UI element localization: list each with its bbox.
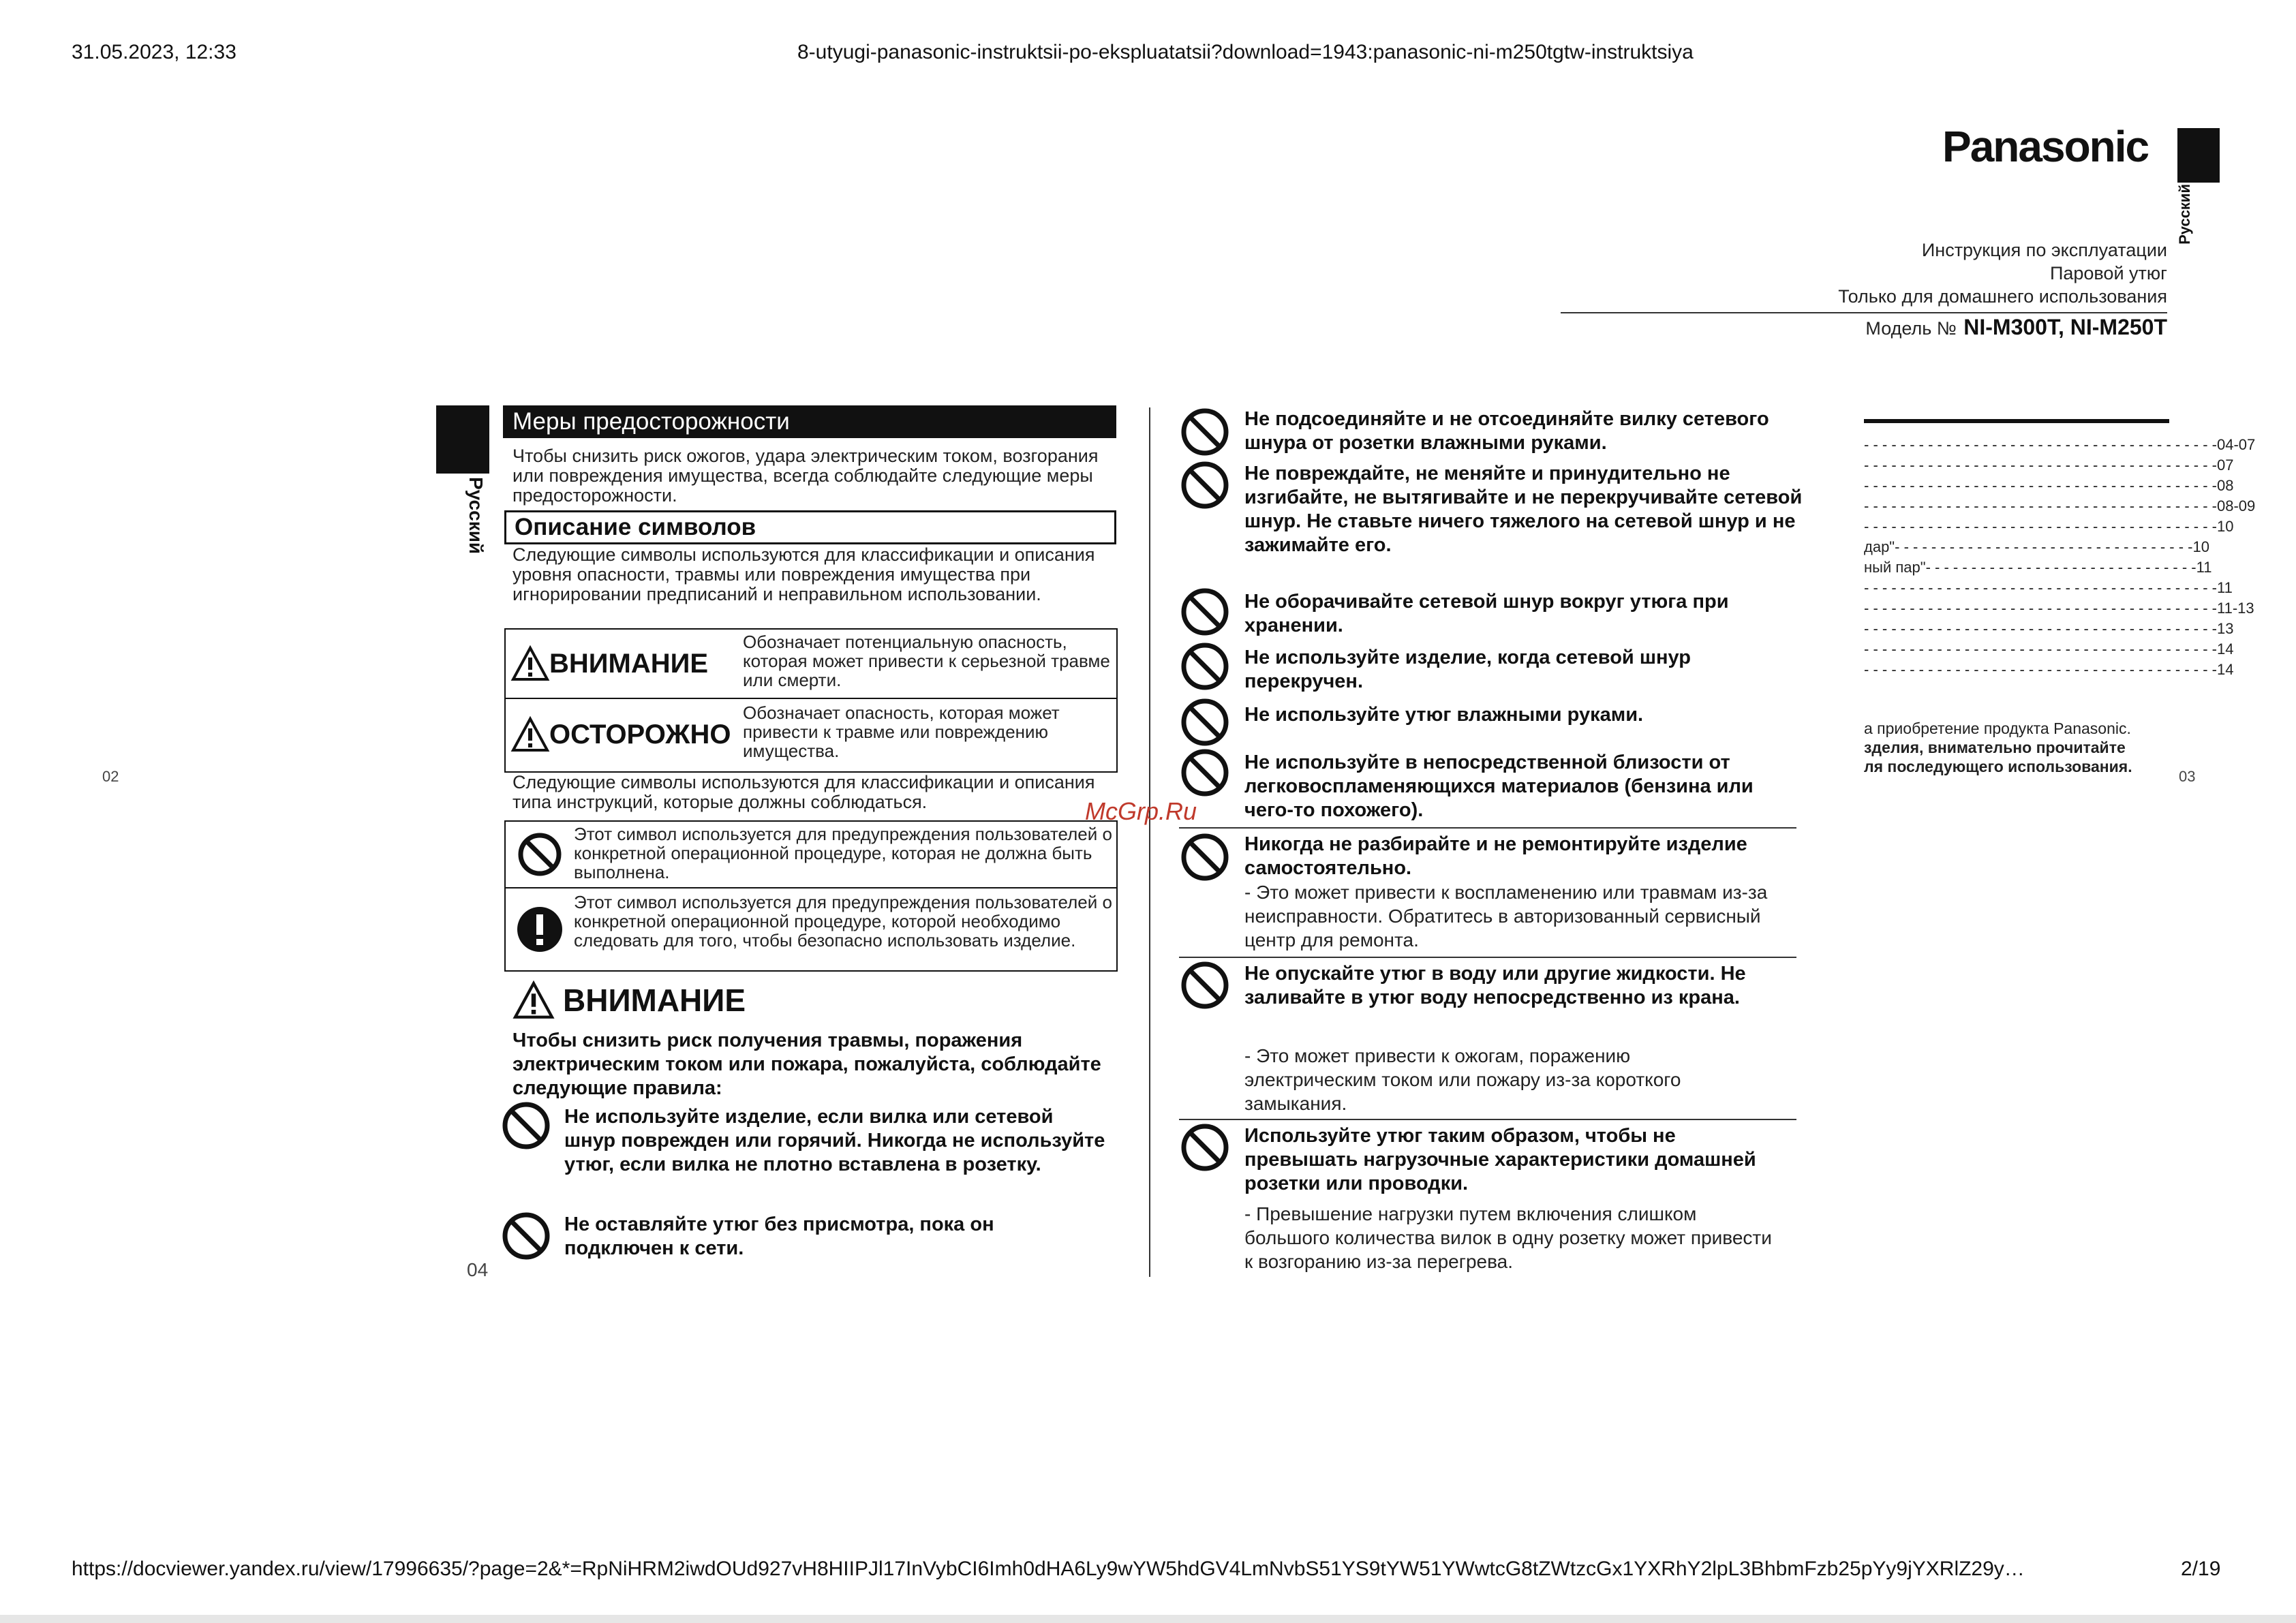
cover-lang-tab	[2177, 128, 2220, 183]
cover-line-manual: Инструкция по эксплуатации	[1921, 240, 2167, 260]
types-text: Следующие символы используются для классификации и описания типа инструкций, которые должны соблюдаться.	[512, 772, 1095, 812]
toc-page: 14	[2217, 661, 2234, 678]
r7-note: - Это может привести к воспламенению или травмам из-за неисправности. Обратитесь в авторизованный сервисный центр для ремонта.	[1244, 882, 1768, 950]
mandatory-icon	[516, 906, 564, 953]
print-doc-title: 8-utyugi-panasonic-instruktsii-po-ekspluatatsii?download=1943:panasonic-ni-m250tgtw-instruktsiya	[797, 41, 1694, 63]
toc-prefix: дар"	[1864, 538, 1895, 555]
prohibit-icon	[502, 1101, 551, 1150]
thanks-line-3: ля последующего использования.	[1864, 758, 2132, 775]
prohibit-icon	[1180, 698, 1229, 747]
r8-text: Не опускайте утюг в воду или другие жидкости. Не заливайте в утюг воду непосредственно из крана.	[1244, 963, 1746, 1008]
toc-page: 07	[2217, 457, 2234, 474]
prohibit-icon	[1180, 461, 1229, 510]
prohibit-icon	[1180, 833, 1229, 882]
panasonic-logo: Panasonic	[1942, 122, 2149, 171]
toc-row: - - - - - - - - - - - - - - - - - - - - - - - - - - - - - - - - - - - - - - - 10	[1864, 518, 2169, 538]
model-label: Модель №	[1865, 318, 1957, 339]
r3-text: Не оборачивайте сетевой шнур вокруг утюга при хранении.	[1244, 591, 1729, 636]
left-lang-label: Русский	[465, 477, 487, 555]
caution-desc: Обозначает опасность, которая может привести к травме или повреждению имущества.	[743, 702, 1060, 761]
print-page-counter: 2/19	[2181, 1558, 2221, 1580]
model-line	[1704, 315, 2167, 340]
toc-row: ный пар" - - - - - - - - - - - - - - - - - - - - - - - - - - - - - - 11	[1864, 559, 2169, 579]
r3-icon-wrap	[1180, 587, 1229, 640]
warning-label	[506, 630, 743, 698]
separator	[1179, 957, 1796, 958]
warning-heading-text: ВНИМАНИЕ	[563, 983, 746, 1018]
toc-page: 08	[2217, 477, 2234, 494]
r2-icon-wrap	[1180, 461, 1229, 513]
r7-icon-wrap	[1180, 833, 1229, 885]
toc-row: - - - - - - - - - - - - - - - - - - - - - - - - - - - - - - - - - - - - - - - 07	[1864, 457, 2169, 477]
r1-text: Не подсоединяйте и не отсоединяйте вилку сетевого шнура от розетки влажными руками.	[1244, 408, 1769, 454]
prohibit-icon	[1180, 407, 1229, 457]
r9-note: - Превышение нагрузки путем включения слишком большого количества вилок в одну розетку может привести к возгоранию из-за перегрева.	[1244, 1203, 1772, 1272]
prohibit-icon	[517, 832, 562, 877]
r9-icon-wrap	[1180, 1123, 1229, 1175]
prohibit-icon	[1180, 748, 1229, 797]
toc-page: 11-13	[2217, 600, 2254, 617]
warning-word: ВНИМАНИЕ	[549, 648, 709, 679]
toc-thanks	[1864, 719, 2171, 776]
warning-heading	[512, 981, 746, 1019]
toc-row: - - - - - - - - - - - - - - - - - - - - - - - - - - - - - - - - - - - - - - - 11	[1864, 579, 2169, 600]
separator	[1179, 827, 1796, 829]
toc-row: - - - - - - - - - - - - - - - - - - - - - - - - - - - - - - - - - - - - - - - 08	[1864, 477, 2169, 497]
warning-triangle-icon	[511, 646, 549, 681]
toc-page: 10	[2217, 518, 2234, 535]
intro-text: Чтобы снизить риск ожогов, удара электрическим током, возгорания или повреждения имущества, всегда соблюдайте следующие меры предосторожности.	[512, 446, 1099, 506]
thanks-line-1: а приобретение продукта Panasonic.	[1864, 720, 2131, 737]
toc-prefix: ный пар"	[1864, 559, 1926, 576]
mandatory-row	[506, 888, 1116, 970]
toc-row: - - - - - - - - - - - - - - - - - - - - - - - - - - - - - - - - - - - - - - - 14	[1864, 661, 2169, 681]
page-number-04: 04	[467, 1259, 489, 1280]
viewer-bottom-strip	[0, 1615, 2296, 1623]
caution-row	[506, 699, 1116, 770]
warning-heading-icon	[512, 981, 555, 1019]
symbols-title: Описание символов	[504, 510, 1116, 544]
r1-icon-wrap	[1180, 407, 1229, 460]
toc-page: 14	[2217, 640, 2234, 658]
cover-line-product: Паровой утюг	[2049, 263, 2167, 283]
toc-page: 04-07	[2217, 436, 2256, 453]
cover-line-home-use: Только для домашнего использования	[1838, 286, 2167, 307]
page-number-02: 02	[102, 768, 119, 785]
item2-text: Не оставляйте утюг без присмотра, пока он подключен к сети.	[564, 1214, 994, 1259]
mandatory-desc: Этот символ используется для предупреждения пользователей о конкретной операционной процедуре, которой необходимо следовать для того, чтобы безопасно использовать изделие.	[574, 892, 1112, 950]
toc-page: 10	[2192, 538, 2209, 555]
toc-top-rule	[1864, 419, 2169, 423]
r8-note: - Это может привести к ожогам, поражению электрическим током или пожару из-за короткого замыкания.	[1244, 1045, 1681, 1114]
prohibit-icon	[1180, 587, 1229, 636]
model-value: NI-M300T, NI-M250T	[1963, 315, 2167, 339]
toc-row: - - - - - - - - - - - - - - - - - - - - - - - - - - - - - - - - - - - - - - - 13	[1864, 620, 2169, 640]
toc-row: - - - - - - - - - - - - - - - - - - - - - - - - - - - - - - - - - - - - - - - 04-07	[1864, 436, 2169, 457]
toc-row: - - - - - - - - - - - - - - - - - - - - - - - - - - - - - - - - - - - - - - - 11-13	[1864, 600, 2169, 620]
r8-icon-wrap	[1180, 961, 1229, 1013]
separator	[1179, 1119, 1796, 1120]
prohibit-icon	[1180, 642, 1229, 691]
toc-list	[1864, 436, 2256, 681]
prohibit-icon	[1180, 1123, 1229, 1172]
caution-triangle-icon	[511, 717, 549, 752]
caution-label	[506, 699, 743, 770]
toc-page: 08-09	[2217, 497, 2256, 514]
print-datetime: 31.05.2023, 12:33	[72, 41, 236, 63]
prohibit-icon	[502, 1211, 551, 1261]
toc-page: 11	[2196, 559, 2212, 576]
print-url: https://docviewer.yandex.ru/view/17996635/?page=2&*=RpNiHRM2iwdOUd927vH8HIIPJl17InVybCI6Imh0dHA6Ly9wYW5hdGV4LmNvbS51YS9tYW51YWwtcG8tZWtzcGx1YXRhY2lpL3BhbmFzb25pYy9jYXRlZ29y…	[72, 1558, 2025, 1580]
caution-word: ОСТОРОЖНО	[549, 719, 731, 749]
cover-lang-label: Русский	[2176, 184, 2193, 245]
r4-icon-wrap	[1180, 642, 1229, 694]
warning-intro: Чтобы снизить риск получения травмы, поражения электрическим током или пожара, пожалуйста, соблюдайте следующие правила:	[512, 1030, 1101, 1099]
item2-icon-wrap	[502, 1211, 551, 1264]
r6-icon-wrap	[1180, 748, 1229, 801]
symbols-text: Следующие символы используются для классификации и описания уровня опасности, травмы или повреждения имущества при игнорировании предписаний и неправильном использовании.	[512, 544, 1095, 604]
r4-text: Не используйте изделие, когда сетевой шнур перекручен.	[1244, 647, 1691, 692]
r7-text: Никогда не разбирайте и не ремонтируйте изделие самостоятельно.	[1244, 833, 1747, 879]
r6-text: Не используйте в непосредственной близости от легковоспламеняющихся материалов (бензина или чего-то похожего).	[1244, 752, 1754, 821]
prohibit-icon	[1180, 961, 1229, 1010]
left-lang-tab	[436, 405, 489, 474]
watermark: McGrp.Ru	[1085, 797, 1197, 825]
r9-text: Используйте утюг таким образом, чтобы не превышать нагрузочные характеристики домашней розетки или проводки.	[1244, 1125, 1756, 1194]
toc-row: - - - - - - - - - - - - - - - - - - - - - - - - - - - - - - - - - - - - - - - 14	[1864, 640, 2169, 661]
mandatory-cell	[506, 888, 574, 970]
warning-row	[506, 630, 1116, 699]
prohibit-cell	[506, 822, 574, 887]
page-number-03: 03	[2179, 768, 2196, 785]
toc-row: дар" - - - - - - - - - - - - - - - - - - - - - - - - - - - - - - - - - 10	[1864, 538, 2169, 559]
section-title: Меры предосторожности	[503, 405, 1116, 438]
severity-table	[504, 628, 1118, 773]
cover-divider	[1561, 312, 2167, 313]
prohibit-row	[506, 822, 1116, 888]
cover-lines	[1704, 238, 2167, 308]
column-divider	[1149, 407, 1150, 1277]
symbols-table	[504, 820, 1118, 972]
toc-row: - - - - - - - - - - - - - - - - - - - - - - - - - - - - - - - - - - - - - - - 08-09	[1864, 497, 2169, 518]
toc-page: 11	[2217, 579, 2233, 596]
toc-page: 13	[2217, 620, 2234, 637]
thanks-line-2: зделия, внимательно прочитайте	[1864, 739, 2126, 756]
item1-icon-wrap	[502, 1101, 551, 1154]
r2-text: Не повреждайте, не меняйте и принудительно не изгибайте, не вытягивайте и не перекручивайте сетевой шнур. Не ставьте ничего тяжелого на сетевой шнур и не зажимайте его.	[1244, 463, 1803, 556]
item1-text: Не используйте изделие, если вилка или сетевой шнур поврежден или горячий. Никогда не используйте утюг, если вилка не плотно вставлена в розетку.	[564, 1106, 1105, 1175]
r5-text: Не используйте утюг влажными руками.	[1244, 704, 1644, 726]
warning-desc: Обозначает потенциальную опасность, которая может привести к серьезной травме или смерти.	[743, 632, 1110, 690]
prohibit-desc: Этот символ используется для предупреждения пользователей о конкретной операционной процедуре, которая не должна быть выполнена.	[574, 824, 1112, 882]
r5-icon-wrap	[1180, 698, 1229, 750]
